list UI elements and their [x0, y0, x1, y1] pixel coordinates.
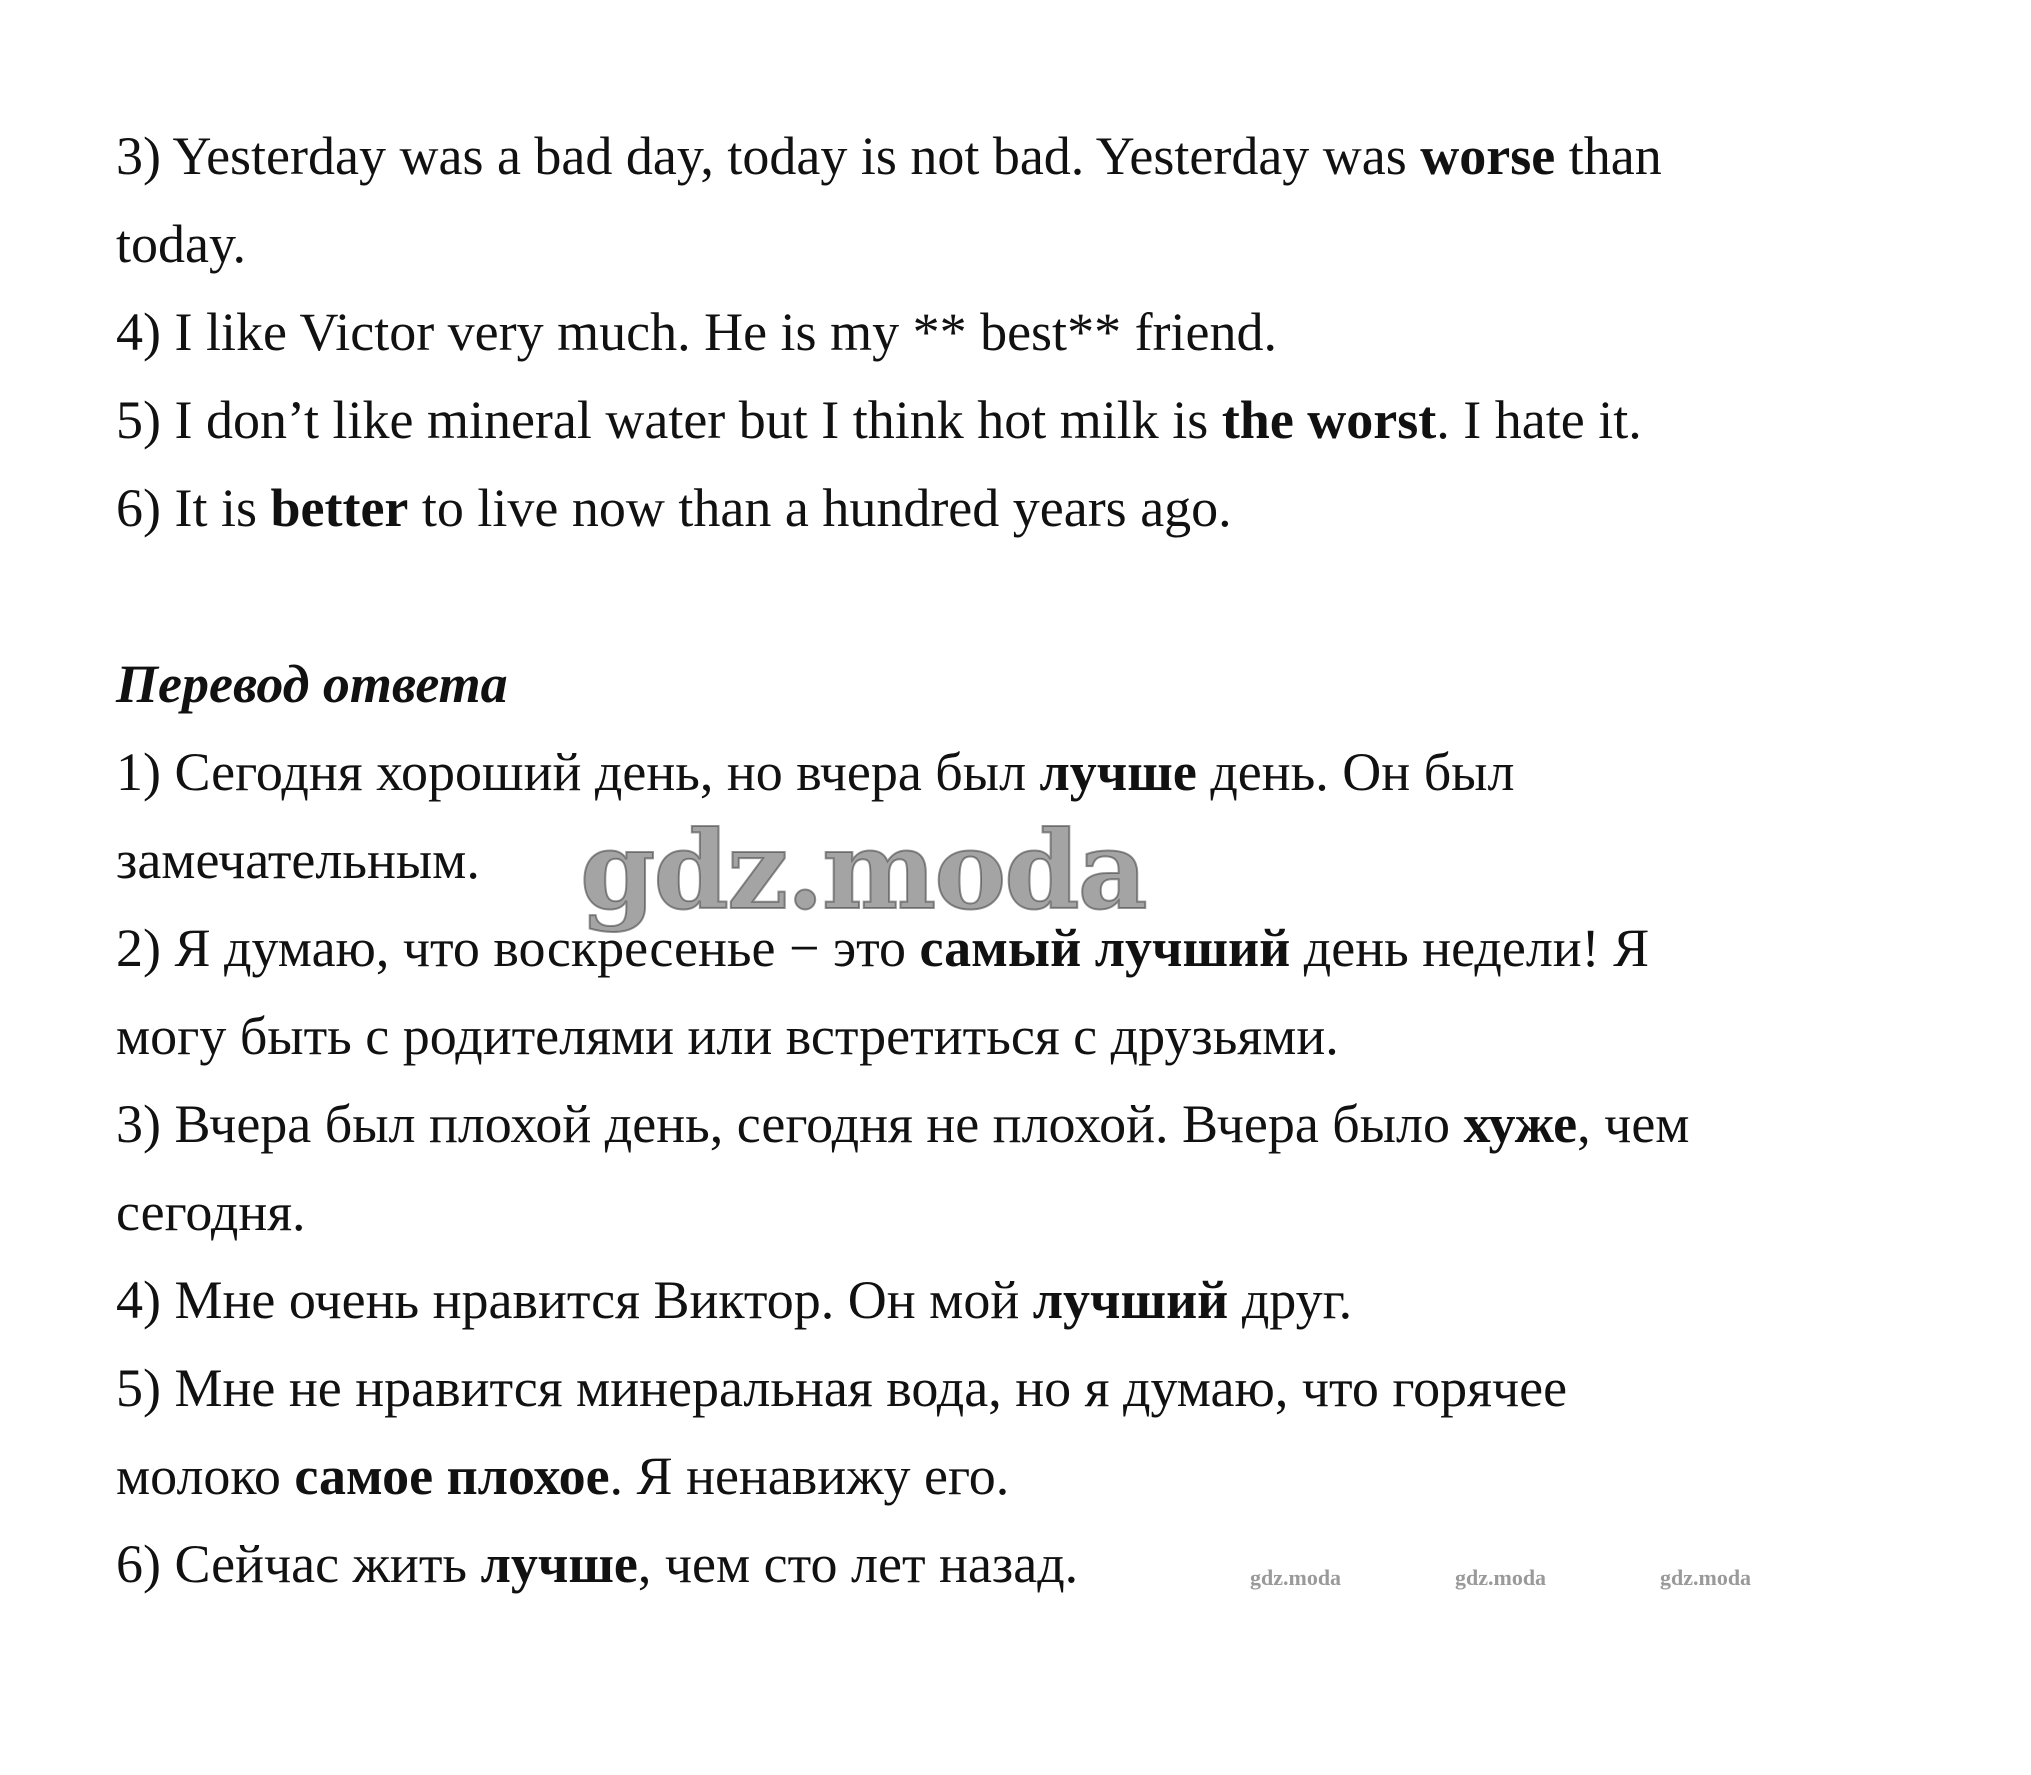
text: 6) Сейчас жить [116, 1534, 481, 1594]
text: 4) Мне очень нравится Виктор. Он мой [116, 1270, 1033, 1330]
text: . I hate it. [1436, 390, 1642, 450]
text: 6) It is [116, 478, 271, 538]
english-line-3-cont: today. [116, 214, 246, 274]
text: 5) I don’t like mineral water but I think hot milk is [116, 390, 1222, 450]
translation-line-5: 5) Мне не нравится минеральная вода, но я думаю, что горячее [116, 1358, 1568, 1418]
watermark-small: gdz.moda [1455, 1565, 1547, 1590]
answer-word: worse [1420, 126, 1556, 186]
watermark-logo: gdz.moda [580, 808, 1146, 934]
text: молоко [116, 1446, 295, 1506]
text: 3) Yesterday was a bad day, today is not bad. Yesterday was [116, 126, 1421, 186]
translation-line-1-cont: замечательным. [116, 830, 480, 890]
document-page [116, 112, 1976, 1608]
translation-line-5-cont [116, 1432, 1976, 1520]
watermark-small: gdz.moda [1660, 1565, 1752, 1590]
text: to live now than a hundred years ago. [408, 478, 1232, 538]
text: 3) Вчера был плохой день, сегодня не плохой. Вчера было [116, 1094, 1464, 1154]
translation-line-6 [116, 1520, 1976, 1608]
answer-word: самый лучший [919, 918, 1291, 978]
english-line-3 [116, 112, 1976, 200]
text: 1) Сегодня хороший день, но вчера был [116, 742, 1040, 802]
text: , чем сто лет назад. [637, 1534, 1079, 1594]
english-line-6 [116, 464, 1976, 552]
answer-word: хуже [1463, 1094, 1578, 1154]
watermark-small: gdz.moda [1250, 1565, 1342, 1590]
translation-line-4 [116, 1256, 1976, 1344]
text: than [1555, 126, 1662, 186]
text: день недели! Я [1290, 918, 1650, 978]
translation-line-3 [116, 1080, 1976, 1168]
text: день. Он был [1196, 742, 1515, 802]
translation-heading: Перевод ответа [116, 654, 508, 714]
english-line-4: 4) I like Victor very much. He is my ** best** friend. [116, 302, 1277, 362]
text: . Я ненавижу его. [609, 1446, 1010, 1506]
answer-word: самое плохое [294, 1446, 610, 1506]
answer-word: лучше [1039, 742, 1197, 802]
text: друг. [1228, 1270, 1353, 1330]
answer-word: лучший [1032, 1270, 1229, 1330]
translation-line-1 [116, 728, 1976, 816]
text: , чем [1577, 1094, 1690, 1154]
answer-word: лучше [480, 1534, 638, 1594]
translation-line-2 [116, 904, 1976, 992]
answer-word: better [270, 478, 409, 538]
english-line-5 [116, 376, 1976, 464]
spacer [116, 552, 1976, 640]
translation-line-3-cont: сегодня. [116, 1182, 306, 1242]
translation-line-2-cont: могу быть с родителями или встретиться с друзьями. [116, 1006, 1339, 1066]
answer-word: the worst [1221, 390, 1437, 450]
text: 2) Я думаю, что воскресенье − это [116, 918, 920, 978]
